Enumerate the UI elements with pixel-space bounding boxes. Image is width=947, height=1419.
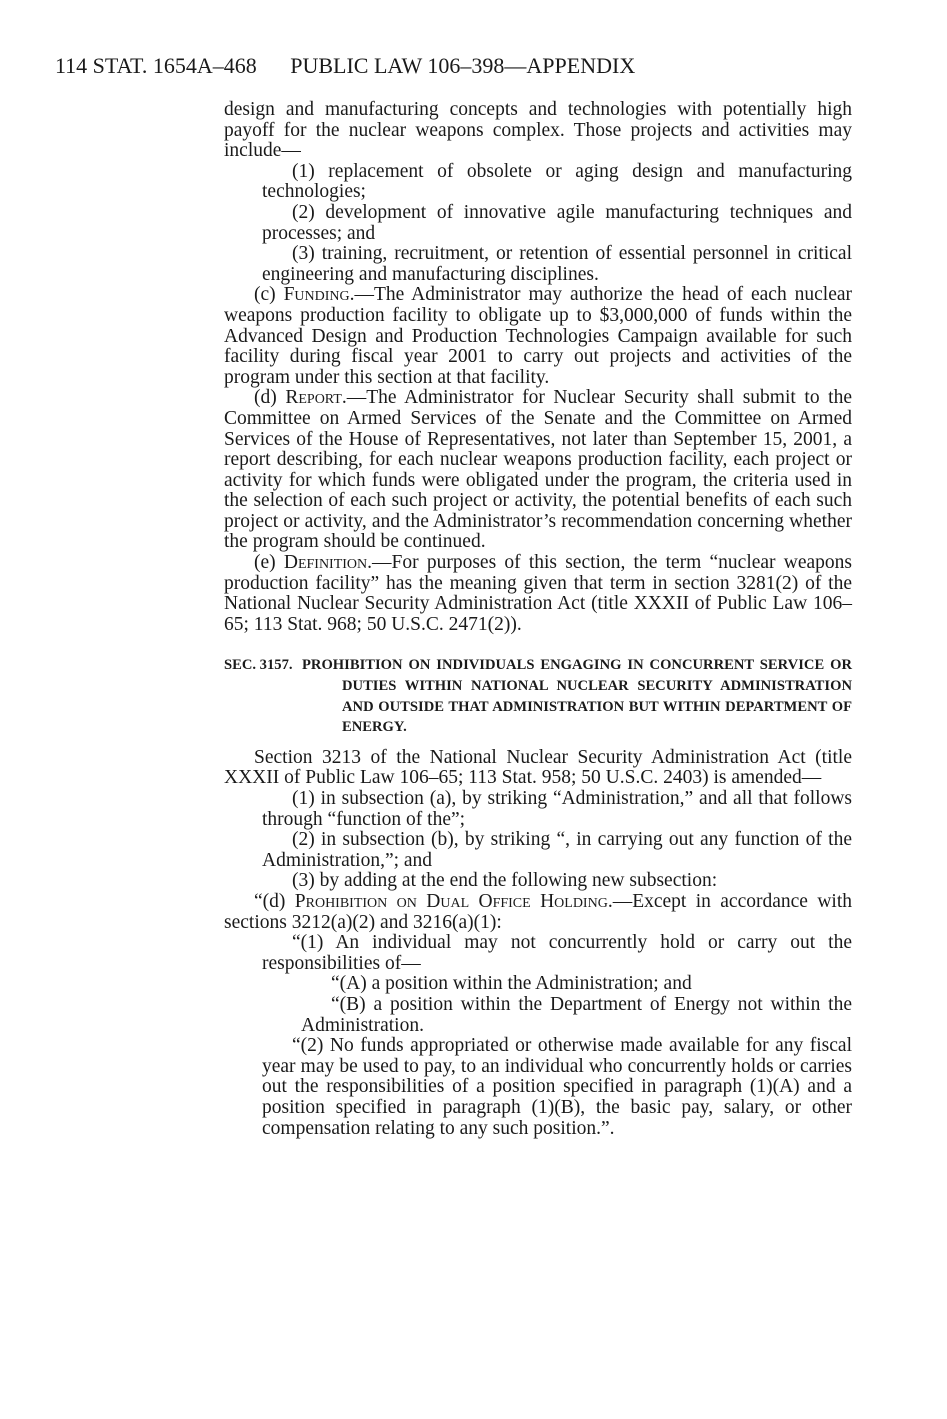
subsection-e-label: (e) — [254, 552, 284, 574]
running-header — [55, 52, 895, 80]
paragraph-continuation: design and manufacturing concepts and technologies with potentially high payoff for the nuclear weapons complex. Those projects and activities may include— — [224, 99, 852, 162]
subparagraph-d1B: “(B) a position within the Department of Energy not within the Administration. — [301, 993, 852, 1036]
document-body — [224, 100, 852, 1139]
subparagraph-d1A: “(A) a position within the Administration; and — [331, 973, 692, 995]
section-title: PROHIBITION ON INDIVIDUALS ENGAGING IN CONCURRENT SERVICE OR DUTIES WITHIN NATIONAL NUCLEAR SECURITY ADMINISTRATION AND OUTSIDE THAT ADMINISTRATION BUT WITHIN DEPARTMENT OF ENERGY. — [302, 657, 852, 736]
subsection-d-heading: Report. — [285, 387, 347, 409]
paragraph-d1: “(1) An individual may not concurrently hold or carry out the responsibilities of— — [262, 932, 852, 974]
section-heading — [224, 655, 852, 737]
amendment-item-1: (1) in subsection (a), by striking “Administration,” and all that follows through “function of the”; — [262, 788, 852, 830]
section-intro: Section 3213 of the National Nuclear Security Administration Act (title XXXII of Public Law 106–65; 113 Stat. 958; 50 U.S.C. 2403) is amended— — [224, 746, 852, 789]
subsection-d-label: (d) — [254, 387, 286, 409]
new-subsection-d-heading: Prohibition on Dual Office Holding. — [294, 890, 613, 912]
subsection-c-text: —The Administrator may authorize the head of each nuclear weapons production facility to obligate up to $3,000,000 of funds within the Advanced Design and Production Technologies Campaign available for such facility during fiscal year 2001 to carry out projects and activities of the program under this section at that facility. — [224, 284, 852, 388]
subsection-e — [224, 553, 852, 635]
subsection-e-heading: Definition. — [283, 552, 373, 574]
page-number: 114 STAT. 1654A–468 — [55, 53, 257, 78]
subsection-c — [224, 285, 852, 388]
new-subsection-d-text: —Except in accordance with sections 3212(a)(2) and 3216(a)(1): — [224, 890, 852, 933]
list-item-3: (3) training, recruitment, or retention of essential personnel in critical engineering and manufacturing disciplines. — [262, 243, 852, 285]
subsection-c-label: (c) — [254, 284, 284, 306]
subsection-d-text: —The Administrator for Nuclear Security shall submit to the Committee on Armed Services of the Senate and the Committee on Armed Services of the House of Representatives, not later than September 15, 2001, a report describing, for each nuclear weapons production facility, each project or activity for which funds were obligated under the program, the criteria used in the selection of each such project or activity, the potential benefits of each such project or activity, and the Administrator’s recommendation concerning whether the program should be continued. — [224, 387, 852, 553]
amendment-item-3: (3) by adding at the end the following new subsection: — [292, 870, 718, 892]
section-number: SEC. 3157. — [224, 657, 293, 674]
new-subsection-d-label: “(d) — [254, 890, 295, 912]
subsection-e-text: —For purposes of this section, the term “nuclear weapons production facility” has the meaning given that term in section 3281(2) of the National Nuclear Security Administration Act (title XXXII of Public Law 106–65; 113 Stat. 968; 50 U.S.C. 2471(2)). — [224, 552, 852, 635]
law-title: PUBLIC LAW 106–398—APPENDIX — [290, 53, 636, 78]
list-item-2: (2) development of innovative agile manufacturing techniques and processes; and — [262, 201, 852, 244]
subsection-d — [224, 388, 852, 553]
subsection-c-heading: Funding. — [283, 284, 355, 306]
list-item-1: (1) replacement of obsolete or aging design and manufacturing technologies; — [262, 160, 852, 203]
amendment-item-2: (2) in subsection (b), by striking “, in carrying out any function of the Administration,”; and — [262, 829, 852, 871]
new-subsection-d — [224, 892, 852, 933]
paragraph-d2: “(2) No funds appropriated or otherwise made available for any fiscal year may be used to pay, to an individual who concurrently holds or carries out the responsibilities of a position specified in paragraph (1)(A) and a position specified in paragraph (1)(B), the basic pay, salary, or other compensation relating to any such position.”. — [262, 1035, 852, 1139]
